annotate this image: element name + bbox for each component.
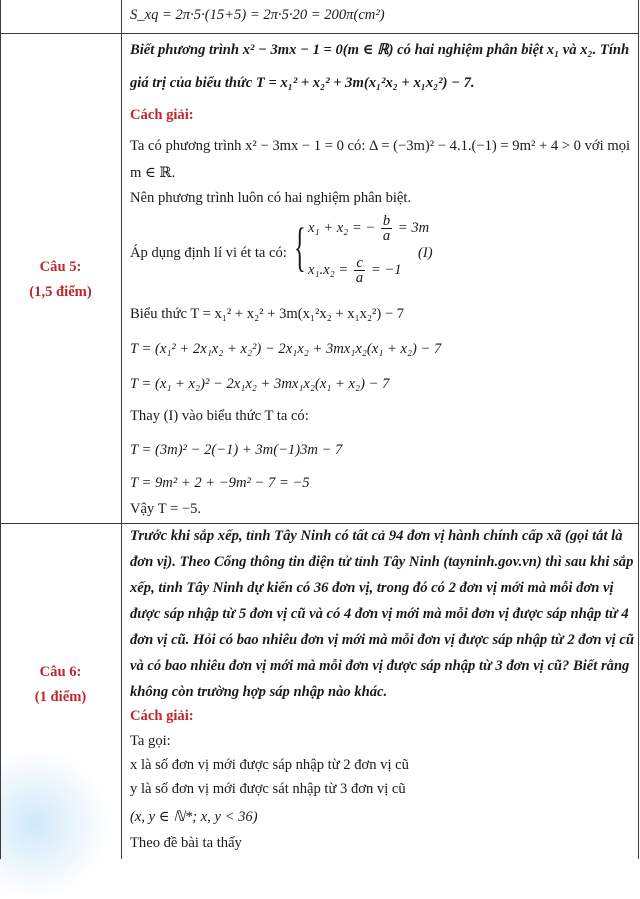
top-row-cell <box>122 0 638 33</box>
question-6-step-constraints: (x, y ∈ ℕ*; x, y < 36) <box>130 809 258 825</box>
question-5-step-discriminant: Ta có phương trình x² − 3mx − 1 = 0 có: Δ = (−3m)² − 4.1.(−1) = 9m² + 4 > 0 với mọi <box>130 138 631 154</box>
question-5-step-expand: T = (x₁² + 2x₁x₂ + x₂²) − 2x₁x₂ + 3mx₁x₂(x₁ + x₂) − 7 <box>130 341 442 357</box>
question-6-step-setup: Theo đề bài ta thấy <box>130 835 242 851</box>
vieta-sum-equation: x₁ + x₂ = − $\frac{b}{a}$ = 3m <box>308 213 430 244</box>
question-5-content <box>122 34 638 523</box>
vieta-sum-fraction: $\frac{b}{a}$ <box>382 213 391 244</box>
question-5-prompt-line-2: giá trị của biểu thức T = x₁² + x₂² + 3m(x₁²x₂ + x₁x₂²) − 7. <box>130 75 475 91</box>
question-6-prompt-line-2: đơn vị). Theo Cổng thông tin điện tử tỉnh Tây Ninh (tayninh.gov.vn) thì sau khi sắp <box>130 554 634 570</box>
vieta-product-equation: x₁.x₂ = $\frac{c}{a}$ = −1 <box>308 255 402 286</box>
question-5-step-domain: m ∈ ℝ. <box>130 165 176 181</box>
vieta-system-brace: { <box>294 217 306 277</box>
question-5-label: Câu 5: <box>39 259 82 275</box>
question-6-label-cell <box>0 524 121 859</box>
question-5-step-conclusion: Nên phương trình luôn có hai nghiệm phân biệt. <box>130 190 412 206</box>
question-5-answer: Vậy T = −5. <box>130 501 202 517</box>
question-6-prompt-line-1: Trước khi sắp xếp, tỉnh Tây Ninh có tất cả 94 đơn vị hành chính cấp xã (gọi tắt là <box>130 528 623 544</box>
question-6-prompt-line-3: xếp, tỉnh Tây Ninh dự kiến có 36 đơn vị, trong đó có 2 đơn vị mới mà mỗi đơn vị <box>130 580 614 596</box>
vieta-system-tag: (I) <box>418 245 433 261</box>
question-5-prompt-line-1: Biết phương trình x² − 3mx − 1 = 0(m ∈ ℝ) có hai nghiệm phân biệt x₁ và x₂. Tính <box>130 42 630 58</box>
question-6-prompt-line-6: và có bao nhiêu đơn vị mới mà mỗi đơn vị được sáp nhập từ 3 đơn vị cũ? Biết rằng <box>130 658 630 674</box>
question-6-step-let: Ta gọi: <box>130 733 171 749</box>
surface-area-formula: S_xq = 2π·5·(15+5) = 2π·5·20 = 200π(cm²) <box>130 7 385 23</box>
question-6-prompt-line-7: không còn trường hợp sáp nhập nào khác. <box>130 684 388 700</box>
question-5-method-heading: Cách giải: <box>130 107 194 123</box>
question-6-label: Câu 6: <box>39 664 82 680</box>
question-5-step-expression: Biểu thức T = x₁² + x₂² + 3m(x₁²x₂ + x₁x₂²) − 7 <box>130 306 405 322</box>
table-border-right <box>638 0 639 859</box>
question-5-vieta-lead: Áp dụng định lí vi ét ta có: <box>130 245 287 261</box>
question-5-label-cell <box>0 34 121 523</box>
question-6-step-y-definition: y là số đơn vị mới được sát nhập từ 3 đơn vị cũ <box>130 781 406 797</box>
question-5-step-substituted: T = (3m)² − 2(−1) + 3m(−1)3m − 7 <box>130 442 343 458</box>
question-6-prompt-line-4: được sáp nhập từ 5 đơn vị cũ và có 4 đơn vị mới mà mỗi đơn vị được sáp nhập từ 4 <box>130 606 629 622</box>
vieta-product-fraction: $\frac{c}{a}$ <box>355 255 364 286</box>
question-6-points: (1 điểm) <box>34 689 87 705</box>
question-6-method-heading: Cách giải: <box>130 708 194 724</box>
question-5-points: (1,5 điểm) <box>29 284 92 300</box>
question-6-content <box>122 524 638 859</box>
question-5-step-substitute: Thay (I) vào biểu thức T ta có: <box>130 408 309 424</box>
question-5-step-factor: T = (x₁ + x₂)² − 2x₁x₂ + 3mx₁x₂(x₁ + x₂) − 7 <box>130 376 390 392</box>
question-6-step-x-definition: x là số đơn vị mới được sáp nhập từ 2 đơn vị cũ <box>130 757 409 773</box>
question-6-prompt-line-5: đơn vị cũ. Hỏi có bao nhiêu đơn vị mới mà mỗi đơn vị được sáp nhập từ 2 đơn vị cũ <box>130 632 634 648</box>
question-5-step-simplified: T = 9m² + 2 + −9m² − 7 = −5 <box>130 475 310 491</box>
